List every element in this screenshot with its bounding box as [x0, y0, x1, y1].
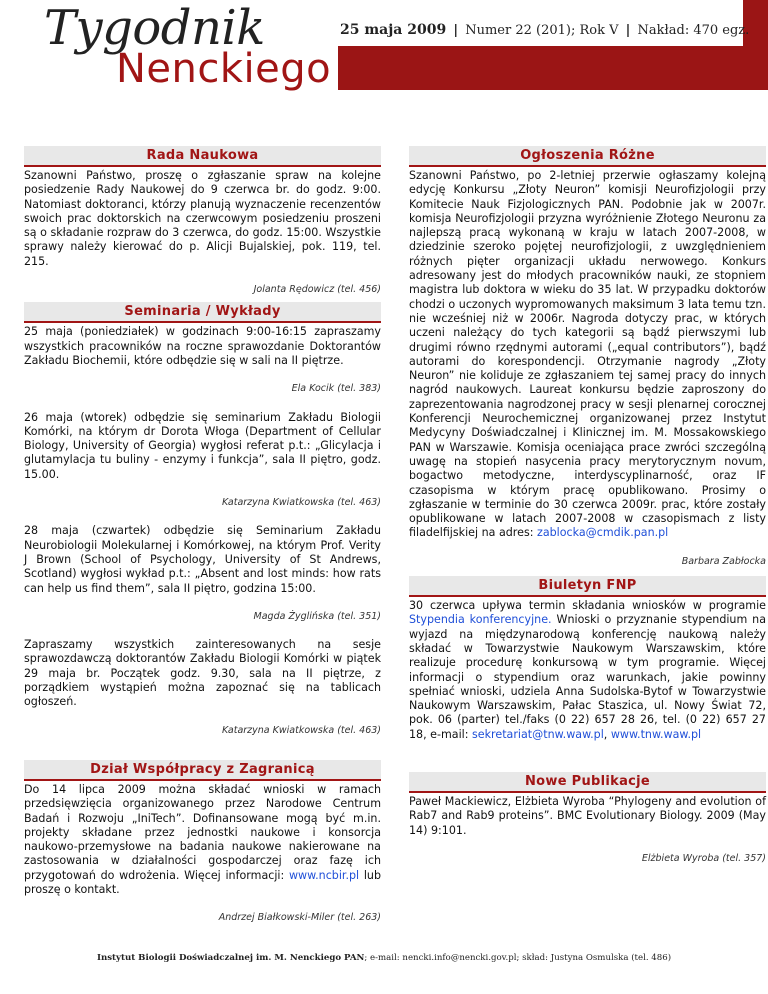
seminar-signature-3: Magda Żyglińska (tel. 351) — [253, 610, 381, 622]
issue-date: 25 maja 2009 — [340, 22, 447, 38]
issue-info: 25 maja 2009 | Numer 22 (201); Rok V | Nakład: 470 egz. — [340, 22, 750, 38]
wspolpraca-signature: Andrzej Białkowski-Miler (tel. 263) — [218, 912, 381, 924]
seminar-item-3: 28 maja (czwartek) odbędzie się Seminarium Zakładu Neurobiologii Molekularnej i Komórkowej, na którym Prof. Verity J Brown (School of Psychology, University of St Andrews, Scotland) wygłosi wykład p.t.: „Absent and lost minds: how rats can help us find them”, sala II piętro, godzina 15:00. — [24, 524, 381, 595]
wspolpraca-text — [24, 783, 381, 897]
publikacje-signature: Elżbieta Wyroba (tel. 357) — [641, 852, 766, 864]
stypendia-konferencyjne-link[interactable]: Stypendia konferencyjne. — [409, 613, 552, 627]
newsletter-title-line1: Tygodnik — [44, 0, 265, 56]
fnp-text-2: Wnioski o przyznanie stypendium na wyjazd na międzynarodową konferencję naukową należy składać w Towarzystwie Naukowym Warszawskim, które realizuje procedurę konkursową w tym programie. Więcej informacji o stypendium oraz warunkach, jakie powinny spełniać wnioski, udziela Anna Sudolska-Bytof w Towarzystwie Naukowym Warszawskim, Pałac Staszica, ul. Nowy Świat 72, pok. 06 (parter) tel./faks (0 22) 657 28 26, tel. (0 22) 657 27 18, e-mail: — [409, 613, 767, 741]
footer-institute: Instytut Biologii Doświadczalnej im. M. Nenckiego PAN — [96, 953, 365, 963]
fnp-text — [409, 599, 766, 742]
ogloszenia-text — [409, 169, 766, 541]
seminar-item-2: 26 maja (wtorek) odbędzie się seminarium Zakładu Biologii Komórki, na którym dr Dorota Włoga (Department of Cellular Biology, University of Georgia) wygłosi referat p.t.: „Glicylacja i glutamylacja tu buliny - enzymy i funkcja”, sala II piętro, godz. 15.00. — [24, 410, 381, 481]
rada-text: Szanowni Państwo, proszę o zgłaszanie spraw na kolejne posiedzenie Rady Naukowej do 9 czerwca br. do godz. 9:00. Natomiast doktoranci, którzy planują wyznaczenie recenzentów swoich prac doktorskich na czerwcowym posiedzeniu proszeni są o składanie rozpraw do 3 czerwca, do godz. 15:00. Wszystkie sprawy należy kierować do p. Alicji Bujalskiej, pok. 119, tel. 215. — [24, 169, 381, 268]
footer — [0, 953, 768, 963]
ogloszenia-signature: Barbara Zabłocka — [681, 555, 766, 567]
seminar-signature-1: Ela Kocik (tel. 383) — [291, 383, 381, 395]
footer-contact: ; e-mail: nencki.info@nencki.gov.pl; skład: Justyna Osmulska (tel. 486) — [364, 953, 672, 963]
tnw-website-link[interactable]: www.tnw.waw.pl — [610, 727, 702, 741]
tnw-email-link[interactable]: sekretariat@tnw.waw.pl — [472, 727, 604, 741]
wspolpraca-text-start: Do 14 lipca 2009 można składać wnioski w ramach przedsięwzięcia organizowanego przez Narodowe Centrum Badań i Rozwoju „IniTech”. Dofinansowane mogą być m.in. projekty składane przez jednostki naukowe i konsorcja naukowo-przemysłowe na badania naukowe nakierowane na zastosowania w działalności gospodarczej oraz fazę ich przygotowań do wdrożenia. Więcej informacji: — [24, 782, 381, 882]
seminar-item-1: 25 maja (poniedziałek) w godzinach 9:00-16:15 zapraszamy wszystkich pracowników na roczne sprawozdanie Doktorantów Zakładu Biochemii, które odbędzie się w sali na II piętrze. — [24, 325, 381, 367]
seminar-signature-4: Katarzyna Kwiatkowska (tel. 463) — [222, 724, 381, 736]
fnp-text-3: , — [603, 727, 611, 741]
right-column — [409, 146, 766, 866]
ncbir-link[interactable]: www.ncbir.pl — [288, 868, 360, 882]
section-heading-publikacje: Nowe Publikacje — [409, 772, 766, 793]
section-heading-wspolpraca: Dział Współpracy z Zagranicą — [24, 760, 381, 781]
seminar-item-4: Zapraszamy wszystkich zainteresowanych na sesje sprawozdawczą doktorantów Zakładu Biologii Komórki w piątek 29 maja br. Początek godz. 9.30, sala na II piętrze, z porządkiem wystąpień można zapoznać się na tablicach ogłoszeń. — [24, 638, 381, 709]
newsletter-title-line2: Nenckiego — [116, 46, 332, 92]
section-heading-rada: Rada Naukowa — [24, 146, 381, 167]
print-run: Nakład: 470 egz. — [637, 23, 750, 38]
issue-number: Numer 22 (201); Rok V — [465, 23, 619, 38]
section-heading-seminaria: Seminaria / Wykłady — [24, 302, 381, 323]
section-heading-ogloszenia: Ogłoszenia Różne — [409, 146, 766, 167]
seminar-signature-2: Katarzyna Kwiatkowska (tel. 463) — [222, 497, 381, 509]
wspolpraca-text-end: lub proszę o kontakt. — [24, 868, 382, 896]
zablocka-email-link[interactable]: zablocka@cmdik.pan.pl — [537, 526, 669, 540]
fnp-text-1: 30 czerwca upływa termin składania wniosków w programie — [409, 599, 766, 613]
rada-signature: Jolanta Rędowicz (tel. 456) — [253, 284, 381, 296]
publikacje-text: Paweł Mackiewicz, Elżbieta Wyroba “Phylogeny and evolution of Rab7 and Rab9 proteins”. BMC Evolutionary Biology. 2009 (May 14) 9:101. — [409, 794, 766, 837]
ogloszenia-text-body: Szanowni Państwo, po 2-letniej przerwie ogłaszamy kolejną edycję Konkursu „Złoty Neuron” komisji Neurofizjologii przy Komitecie Nauk Fizjologicznych PAN. Podobnie jak w 2007r. komisja Neurofizjologii przyzna wyróżnienie Złotego Neuronu za najlepszą pracą wykonaną w kraju w latach 2007-2008, w dziedzinie szeroko pojętej neurofizjologii, z uwzględnieniem różnych pięter organizacji układu nerwowego. Konkurs adresowany jest do młodych pracowników nauki, ze stopniem magistra lub doktora w wieku do 35 lat. W przypadku doktorów chodzi o uczonych wypromowanych maksimum 3 lata temu tzn. nie wcześniej niż w 2006r. Nagroda dotyczy prac, w których uczeni należący do tych kategorii są bądź pierwszymi lub drugimi równo rzędnymi autorami („equal contributors”), bądź autorami do korespondencji. Otrzymanie nagrody „Złoty Neuron” nie koliduje ze zgłaszaniem tej samej pracy do innych nagród naukowych. Laureat konkursu będzie zaproszony do zaprezentowania nagrodzonej pracy w sesji plenarnej corocznej Konferencji Neurochemicznej organizowanej przez Instytut Medycyny Doświadczalnej i Klinicznej im. M. Mossakowskiego PAN w Warszawie. Komisja oceniająca prace zwróci szczególną uwagę na stopień nasycenia pracy merytorycznym novum, bogactwo metodyczne, interdyscyplinarność, oraz IF czasopisma w którym pracę opublikowano. Prosimy o zgłaszanie w terminie do 30 czerwca 2009r. prac, które zostały opublikowane w latach 2007-2008 w czasopismach z listy filadelfijskiej na adres: — [409, 169, 766, 540]
section-heading-fnp: Biuletyn FNP — [409, 576, 766, 597]
left-column — [24, 146, 381, 926]
masthead-accent-bar — [338, 46, 768, 90]
masthead — [0, 0, 768, 135]
